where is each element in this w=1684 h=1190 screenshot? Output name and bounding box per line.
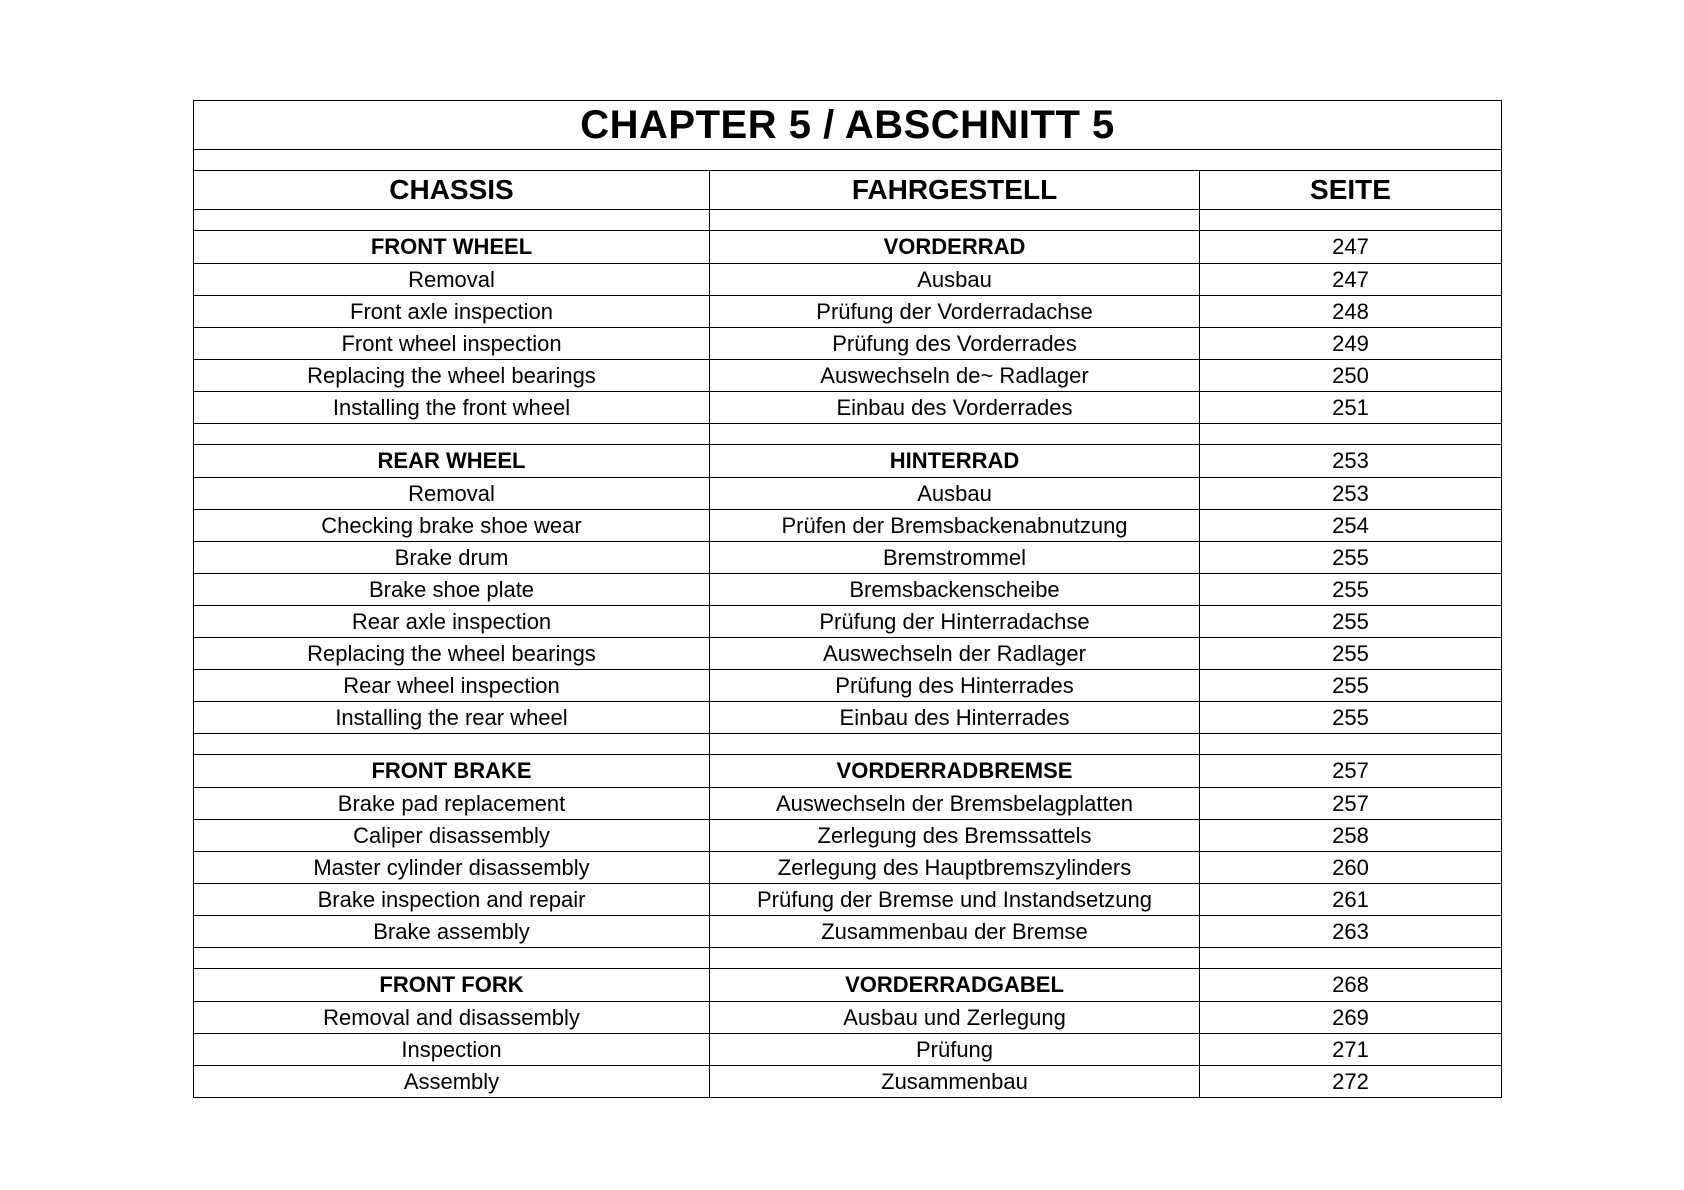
entry-english: Caliper disassembly bbox=[194, 820, 710, 852]
table-row bbox=[194, 670, 1502, 702]
entry-english: Removal bbox=[194, 478, 710, 510]
section-heading-german: VORDERRADGABEL bbox=[710, 969, 1200, 1002]
entry-page: 255 bbox=[1200, 638, 1502, 670]
entry-german: Auswechseln der Bremsbelagplatten bbox=[710, 788, 1200, 820]
title-row bbox=[194, 101, 1502, 150]
gap-cell-german bbox=[710, 424, 1200, 445]
entry-german: Bremstrommel bbox=[710, 542, 1200, 574]
entry-german: Ausbau bbox=[710, 264, 1200, 296]
entry-english: Installing the front wheel bbox=[194, 392, 710, 424]
column-header-english: CHASSIS bbox=[194, 171, 710, 210]
entry-german: Bremsbackenscheibe bbox=[710, 574, 1200, 606]
gap-cell-english bbox=[194, 210, 710, 231]
entry-english: Replacing the wheel bearings bbox=[194, 360, 710, 392]
entry-english: Rear axle inspection bbox=[194, 606, 710, 638]
entry-english: Removal bbox=[194, 264, 710, 296]
gap-cell-page bbox=[1200, 948, 1502, 969]
section-heading-german: VORDERRAD bbox=[710, 231, 1200, 264]
table-row bbox=[194, 638, 1502, 670]
entry-german: Zerlegung des Bremssattels bbox=[710, 820, 1200, 852]
entry-german: Prüfung der Hinterradachse bbox=[710, 606, 1200, 638]
table-row bbox=[194, 916, 1502, 948]
entry-german: Prüfung des Hinterrades bbox=[710, 670, 1200, 702]
entry-english: Front axle inspection bbox=[194, 296, 710, 328]
gap-cell-english bbox=[194, 424, 710, 445]
section-heading-english: FRONT BRAKE bbox=[194, 755, 710, 788]
entry-german: Zusammenbau bbox=[710, 1066, 1200, 1098]
section-heading-row bbox=[194, 755, 1502, 788]
entry-german: Ausbau bbox=[710, 478, 1200, 510]
table-row bbox=[194, 510, 1502, 542]
table-row bbox=[194, 1066, 1502, 1098]
entry-page: 269 bbox=[1200, 1002, 1502, 1034]
column-header-row bbox=[194, 171, 1502, 210]
entry-english: Front wheel inspection bbox=[194, 328, 710, 360]
gap-row bbox=[194, 210, 1502, 231]
table-row bbox=[194, 1034, 1502, 1066]
section-heading-page: 257 bbox=[1200, 755, 1502, 788]
entry-page: 247 bbox=[1200, 264, 1502, 296]
section-heading-page: 247 bbox=[1200, 231, 1502, 264]
table-row bbox=[194, 360, 1502, 392]
table-row bbox=[194, 606, 1502, 638]
entry-english: Replacing the wheel bearings bbox=[194, 638, 710, 670]
entry-page: 249 bbox=[1200, 328, 1502, 360]
entry-english: Assembly bbox=[194, 1066, 710, 1098]
entry-german: Prüfung der Vorderradachse bbox=[710, 296, 1200, 328]
section-heading-english: FRONT FORK bbox=[194, 969, 710, 1002]
entry-page: 260 bbox=[1200, 852, 1502, 884]
entry-page: 250 bbox=[1200, 360, 1502, 392]
table-row bbox=[194, 852, 1502, 884]
entry-english: Master cylinder disassembly bbox=[194, 852, 710, 884]
entry-english: Brake drum bbox=[194, 542, 710, 574]
section-heading-row bbox=[194, 231, 1502, 264]
gap-cell-english bbox=[194, 948, 710, 969]
table-row bbox=[194, 296, 1502, 328]
entry-english: Rear wheel inspection bbox=[194, 670, 710, 702]
entry-english: Brake inspection and repair bbox=[194, 884, 710, 916]
entry-page: 251 bbox=[1200, 392, 1502, 424]
column-header-page: SEITE bbox=[1200, 171, 1502, 210]
entry-german: Zerlegung des Hauptbremszylinders bbox=[710, 852, 1200, 884]
entry-english: Brake assembly bbox=[194, 916, 710, 948]
entry-german: Einbau des Hinterrades bbox=[710, 702, 1200, 734]
entry-page: 255 bbox=[1200, 702, 1502, 734]
gap-cell-page bbox=[1200, 734, 1502, 755]
toc-page bbox=[193, 100, 1501, 1098]
toc-table bbox=[193, 100, 1502, 1098]
section-heading-row bbox=[194, 969, 1502, 1002]
entry-german: Auswechseln de~ Radlager bbox=[710, 360, 1200, 392]
entry-german: Zusammenbau der Bremse bbox=[710, 916, 1200, 948]
gap-cell-page bbox=[1200, 424, 1502, 445]
entry-page: 261 bbox=[1200, 884, 1502, 916]
section-heading-german: HINTERRAD bbox=[710, 445, 1200, 478]
table-row bbox=[194, 1002, 1502, 1034]
gap-cell-german bbox=[710, 210, 1200, 231]
section-heading-german: VORDERRADBREMSE bbox=[710, 755, 1200, 788]
entry-page: 254 bbox=[1200, 510, 1502, 542]
entry-english: Installing the rear wheel bbox=[194, 702, 710, 734]
section-heading-row bbox=[194, 445, 1502, 478]
table-row bbox=[194, 820, 1502, 852]
entry-page: 263 bbox=[1200, 916, 1502, 948]
entry-german: Ausbau und Zerlegung bbox=[710, 1002, 1200, 1034]
table-row bbox=[194, 702, 1502, 734]
table-row bbox=[194, 884, 1502, 916]
entry-page: 255 bbox=[1200, 670, 1502, 702]
entry-german: Einbau des Vorderrades bbox=[710, 392, 1200, 424]
entry-german: Prüfung bbox=[710, 1034, 1200, 1066]
gap-row bbox=[194, 734, 1502, 755]
entry-page: 272 bbox=[1200, 1066, 1502, 1098]
table-row bbox=[194, 542, 1502, 574]
entry-page: 253 bbox=[1200, 478, 1502, 510]
entry-page: 248 bbox=[1200, 296, 1502, 328]
gap-cell-german bbox=[710, 734, 1200, 755]
entry-page: 255 bbox=[1200, 606, 1502, 638]
gap-cell-german bbox=[710, 948, 1200, 969]
column-header-german: FAHRGESTELL bbox=[710, 171, 1200, 210]
entry-page: 255 bbox=[1200, 542, 1502, 574]
entry-english: Inspection bbox=[194, 1034, 710, 1066]
section-heading-page: 253 bbox=[1200, 445, 1502, 478]
table-row bbox=[194, 478, 1502, 510]
entry-page: 271 bbox=[1200, 1034, 1502, 1066]
gap-row bbox=[194, 948, 1502, 969]
table-row bbox=[194, 264, 1502, 296]
table-row bbox=[194, 328, 1502, 360]
entry-page: 258 bbox=[1200, 820, 1502, 852]
table-row bbox=[194, 392, 1502, 424]
table-row bbox=[194, 574, 1502, 606]
table-row bbox=[194, 788, 1502, 820]
entry-page: 255 bbox=[1200, 574, 1502, 606]
entry-english: Brake shoe plate bbox=[194, 574, 710, 606]
spacer-cell bbox=[194, 150, 1502, 171]
gap-cell-page bbox=[1200, 210, 1502, 231]
section-heading-page: 268 bbox=[1200, 969, 1502, 1002]
entry-german: Prüfen der Bremsbackenabnutzung bbox=[710, 510, 1200, 542]
entry-english: Removal and disassembly bbox=[194, 1002, 710, 1034]
entry-german: Prüfung des Vorderrades bbox=[710, 328, 1200, 360]
gap-cell-english bbox=[194, 734, 710, 755]
entry-page: 257 bbox=[1200, 788, 1502, 820]
section-heading-english: FRONT WHEEL bbox=[194, 231, 710, 264]
page-title: CHAPTER 5 / ABSCHNITT 5 bbox=[194, 101, 1502, 150]
entry-english: Checking brake shoe wear bbox=[194, 510, 710, 542]
entry-german: Auswechseln der Radlager bbox=[710, 638, 1200, 670]
gap-row bbox=[194, 424, 1502, 445]
entry-english: Brake pad replacement bbox=[194, 788, 710, 820]
section-heading-english: REAR WHEEL bbox=[194, 445, 710, 478]
spacer-row bbox=[194, 150, 1502, 171]
entry-german: Prüfung der Bremse und Instandsetzung bbox=[710, 884, 1200, 916]
